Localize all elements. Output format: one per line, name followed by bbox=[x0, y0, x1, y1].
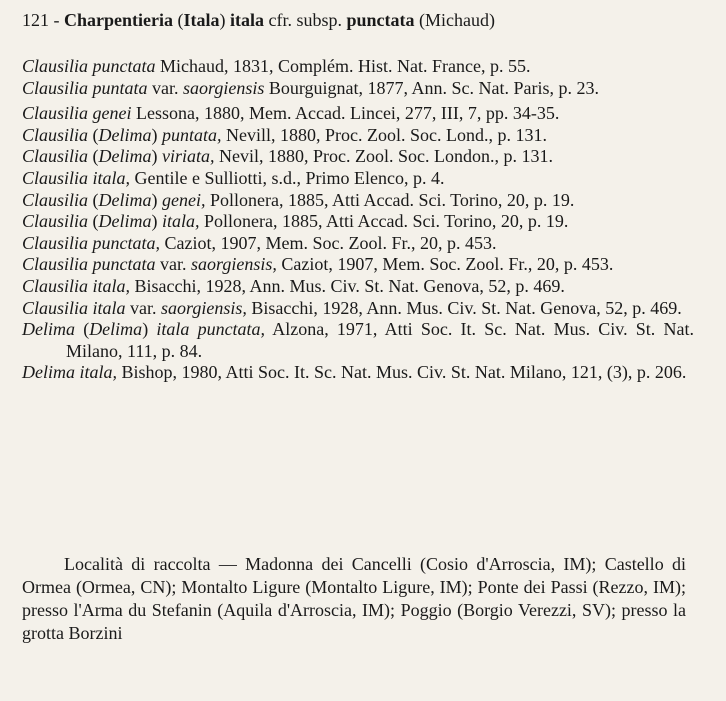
synonymy-entry bbox=[22, 190, 694, 212]
synonymy-entry bbox=[22, 78, 694, 100]
synonymy-entry bbox=[22, 319, 694, 362]
taxon-name: Clausilia genei bbox=[22, 103, 132, 124]
taxon-name: Clausilia itala bbox=[22, 297, 126, 318]
synonymy-entry bbox=[22, 254, 694, 276]
citation-text: Nevil, 1880, Proc. Zool. Soc. London., p. 131. bbox=[214, 146, 553, 167]
synonymy-entry bbox=[22, 233, 694, 255]
citation-text: ) bbox=[151, 146, 163, 167]
citation-text: ) bbox=[151, 189, 163, 210]
citation-text: Bisacchi, 1928, Ann. Mus. Civ. St. Nat. Genova, 52, p. 469. bbox=[130, 275, 565, 296]
synonymy-entry bbox=[22, 146, 694, 168]
taxon-name: Delima bbox=[89, 319, 143, 340]
taxon-name: itala, bbox=[162, 211, 200, 232]
citation-text: ( bbox=[75, 319, 90, 340]
taxon-name: itala punctata, bbox=[156, 319, 266, 340]
species-heading bbox=[22, 8, 712, 32]
taxon-name: puntata, bbox=[162, 124, 222, 145]
synonymy-entry bbox=[22, 276, 694, 298]
citation-text: Bishop, 1980, Atti Soc. It. Sc. Nat. Mus. Civ. St. Nat. Milano, 121, (3), p. 206. bbox=[117, 362, 687, 383]
taxon-name: Clausilia bbox=[22, 189, 89, 210]
citation-text: ( bbox=[88, 146, 99, 167]
heading-paren-close: ) bbox=[219, 10, 230, 30]
synonymy-entry bbox=[22, 211, 694, 233]
localities-paragraph: Località di raccolta — Madonna dei Cancelli (Cosio d'Arroscia, IM); Castello di Ormea (Ormea, CN); Montalto Ligure (Montalto Ligure, IM); Ponte dei Passi (Rezzo, IM); presso l'Arma du Stefanin (Aquila d'Arroscia, IM); Poggio (Borgio Verezzi, SV); presso la grotta Borzini bbox=[22, 554, 686, 643]
synonymy-entry bbox=[22, 125, 694, 147]
synonymy-entry bbox=[22, 168, 694, 190]
taxon-name: Delima bbox=[98, 146, 152, 167]
taxon-name: Clausilia punctata bbox=[22, 254, 156, 275]
species-name: itala bbox=[229, 10, 264, 30]
synonymy-entry bbox=[22, 298, 694, 320]
citation-text: Caziot, 1907, Mem. Soc. Zool. Fr., 20, p. 453. bbox=[276, 254, 614, 275]
taxon-name: Clausilia itala, bbox=[22, 275, 131, 296]
taxon-name: genei, bbox=[162, 189, 206, 210]
taxon-name: Clausilia bbox=[22, 146, 89, 167]
subspecies-name: punctata bbox=[346, 10, 415, 30]
taxon-name: viriata, bbox=[162, 146, 215, 167]
heading-qualifier: cfr. subsp. bbox=[263, 10, 347, 30]
taxon-name: Clausilia bbox=[22, 211, 89, 232]
taxon-name: Delima itala, bbox=[22, 362, 117, 383]
taxon-name: Clausilia puntata bbox=[22, 77, 148, 98]
synonymy-entry bbox=[22, 362, 694, 384]
citation-text: Alzona, 1971, Atti Soc. It. Sc. Nat. Mus. Civ. St. Nat. Milano, 111, p. 84. bbox=[66, 319, 694, 361]
citation-text: Michaud, 1831, Complém. Hist. Nat. France, p. 55. bbox=[155, 56, 531, 76]
heading-author: (Michaud) bbox=[414, 10, 495, 30]
citation-text: ) bbox=[151, 124, 163, 145]
citation-text: var. bbox=[147, 77, 184, 98]
citation-text: ) bbox=[142, 319, 157, 340]
genus-name: Charpentieria bbox=[64, 10, 173, 30]
taxon-name: Delima bbox=[98, 211, 152, 232]
citation-text: Bisacchi, 1928, Ann. Mus. Civ. St. Nat. Genova, 52, p. 469. bbox=[246, 297, 682, 318]
taxon-name: Delima bbox=[98, 124, 152, 145]
synonymy-list bbox=[22, 56, 694, 384]
citation-text: ( bbox=[88, 189, 99, 210]
taxon-name: saorgiensis, bbox=[161, 297, 247, 318]
citation-text: var. bbox=[155, 254, 192, 275]
synonymy-entry bbox=[22, 56, 694, 78]
taxon-name: Clausilia punctata bbox=[22, 56, 156, 76]
citation-text: Lessona, 1880, Mem. Accad. Lincei, 277, III, 7, pp. 34-35. bbox=[131, 103, 560, 124]
heading-paren-open: ( bbox=[172, 10, 184, 30]
taxon-name: Clausilia punctata, bbox=[22, 232, 161, 253]
citation-text: var. bbox=[125, 297, 162, 318]
citation-text: ( bbox=[88, 124, 99, 145]
citation-text: ) bbox=[151, 211, 163, 232]
taxon-name: saorgiensis, bbox=[191, 254, 277, 275]
taxon-name: Delima bbox=[22, 319, 75, 340]
synonymy-entry bbox=[22, 103, 694, 125]
taxon-name: Clausilia bbox=[22, 124, 89, 145]
citation-text: ( bbox=[88, 211, 99, 232]
subgenus-name: Itala bbox=[183, 10, 220, 30]
citation-text: Nevill, 1880, Proc. Zool. Soc. Lond., p. 131. bbox=[221, 124, 548, 145]
taxon-name: saorgiensis bbox=[183, 77, 265, 98]
citation-text: Bourguignat, 1877, Ann. Sc. Nat. Paris, p. 23. bbox=[264, 77, 600, 98]
citation-text: Caziot, 1907, Mem. Soc. Zool. Fr., 20, p. 453. bbox=[160, 232, 497, 253]
citation-text: Pollonera, 1885, Atti Accad. Sci. Torino, 20, p. 19. bbox=[205, 189, 575, 210]
heading-separator: - bbox=[49, 10, 64, 30]
citation-text: Pollonera, 1885, Atti Accad. Sci. Torino, 20, p. 19. bbox=[199, 211, 569, 232]
citation-text: Gentile e Sulliotti, s.d., Primo Elenco, p. 4. bbox=[130, 167, 445, 188]
taxon-name: Clausilia itala, bbox=[22, 167, 131, 188]
taxon-name: Delima bbox=[98, 189, 152, 210]
species-number: 121 bbox=[22, 10, 49, 30]
